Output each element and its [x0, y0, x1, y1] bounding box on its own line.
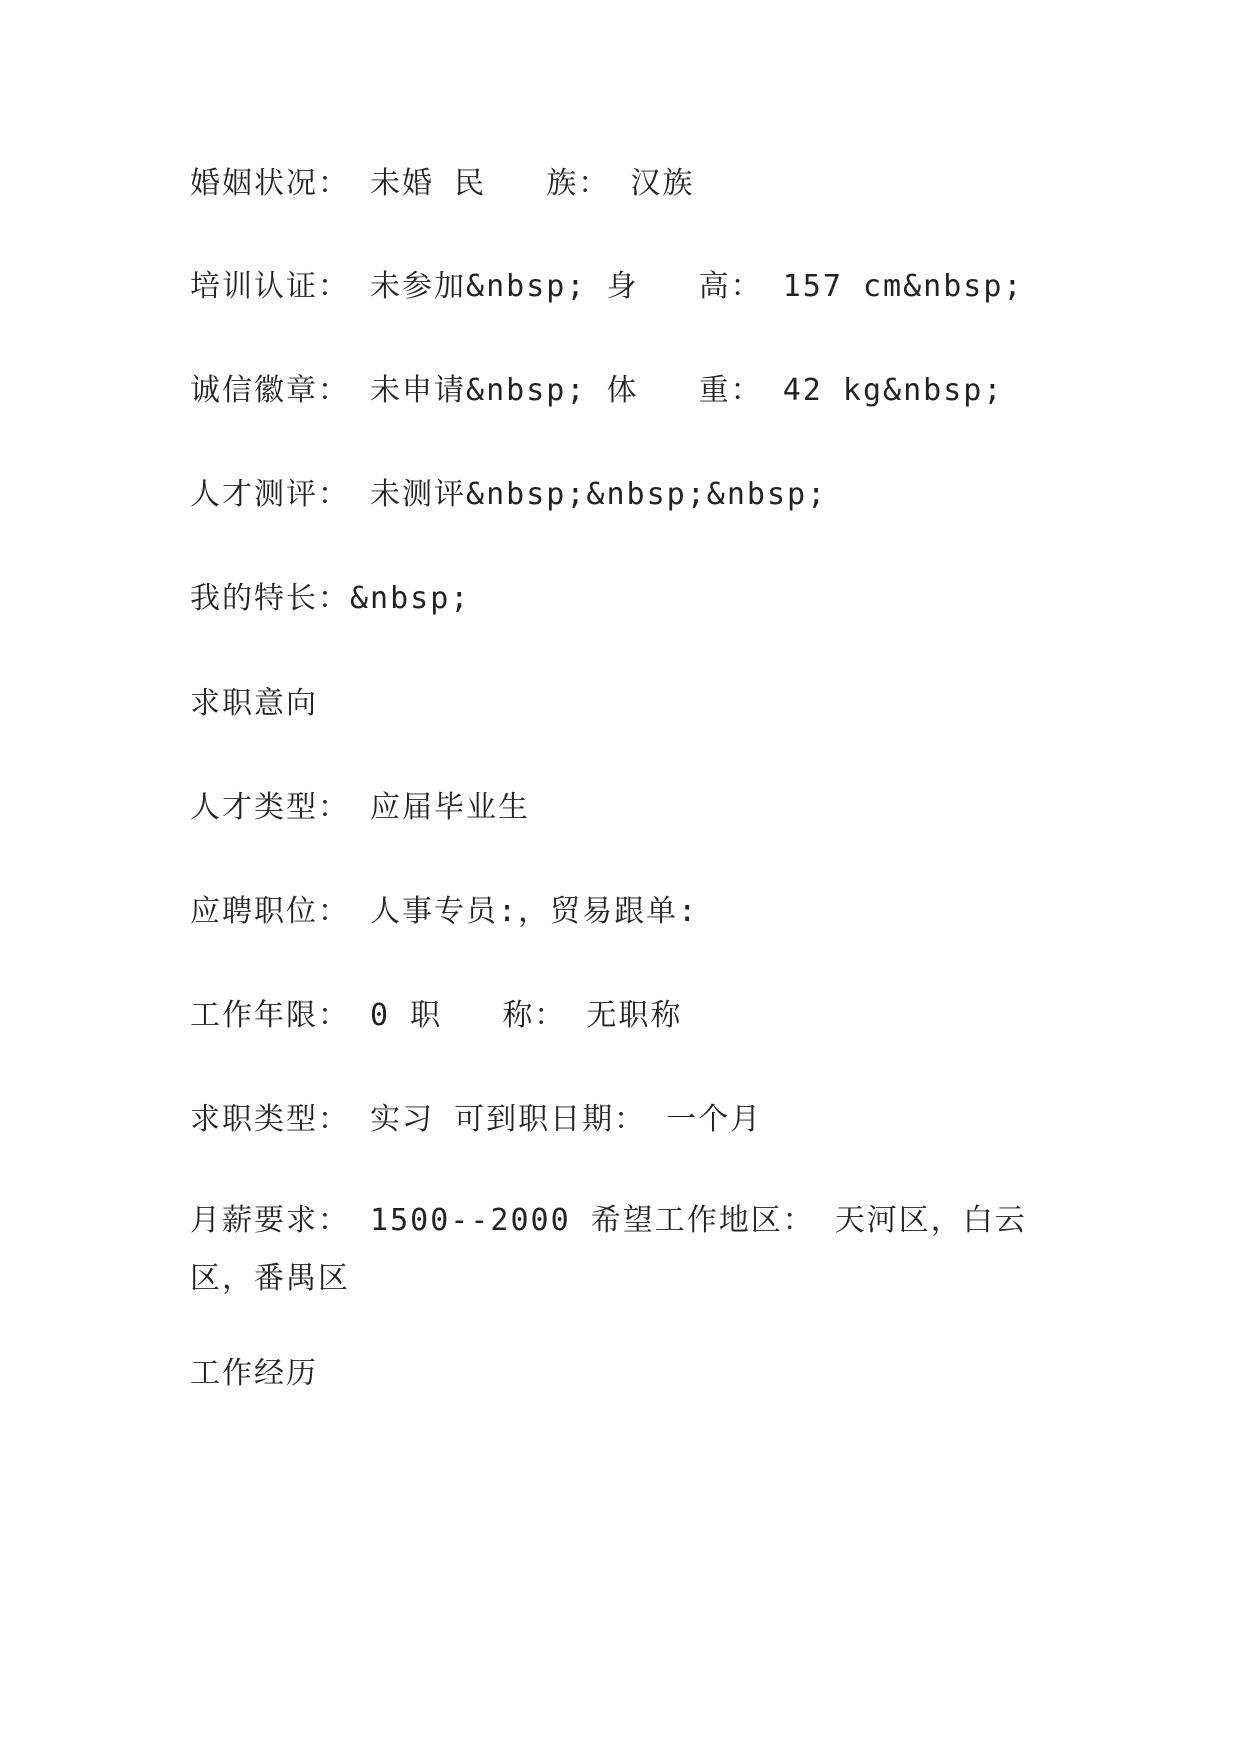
integrity-badge-line: 诚信徽章： 未申请&nbsp; 体 重： 42 kg&nbsp;: [190, 373, 1004, 408]
work-years-line: 工作年限： 0 职 称： 无职称: [190, 998, 683, 1033]
section-heading-job-intention: 求职意向: [190, 686, 318, 721]
marital-status-line: 婚姻状况： 未婚 民 族： 汉族: [190, 166, 695, 201]
section-heading-work-experience: 工作经历: [190, 1356, 318, 1391]
specialty-line: 我的特长：&nbsp;: [190, 581, 471, 616]
talent-type-line: 人才类型： 应届毕业生: [190, 790, 531, 825]
training-cert-line: 培训认证： 未参加&nbsp; 身 高： 157 cm&nbsp;: [190, 269, 1024, 304]
talent-assessment-line: 人才测评： 未测评&nbsp;&nbsp;&nbsp;: [190, 477, 828, 512]
applied-position-line: 应聘职位： 人事专员:，贸易跟单:: [190, 894, 699, 929]
job-type-line: 求职类型： 实习 可到职日期： 一个月: [190, 1102, 763, 1137]
salary-location-line: 月薪要求： 1500--2000 希望工作地区： 天河区，白云区，番禺区: [190, 1203, 1027, 1296]
